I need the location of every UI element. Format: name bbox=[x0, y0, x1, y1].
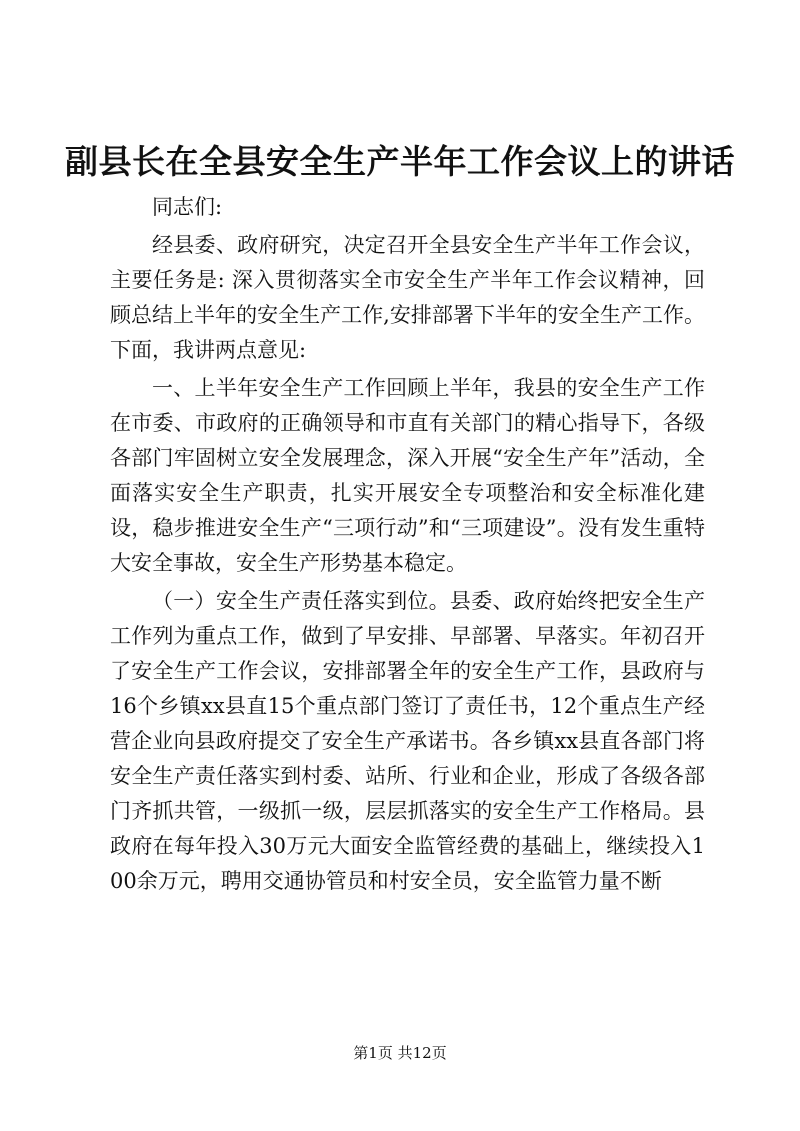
document-body bbox=[110, 190, 705, 899]
review-paragraph: 一、上半年安全生产工作回顾上半年，我县的安全生产工作在市委、市政府的正确领导和市直有关部门的精心指导下，各级各部门牢固树立安全发展理念，深入开展“安全生产年”活动，全面落实安全生产职责，扎实开展安全专项整治和安全标准化建设，稳步推进安全生产“三项行动”和“三项建设”。没有发生重特大安全事故，安全生产形势基本稳定。 bbox=[110, 376, 705, 575]
salutation-paragraph: 同志们: bbox=[152, 195, 223, 219]
page-number-footer: 第1页 共12页 bbox=[353, 1044, 447, 1062]
intro-paragraph: 经县委、政府研究，决定召开全县安全生产半年工作会议，主要任务是: 深入贯彻落实全市安全生产半年工作会议精神，回顾总结上半年的安全生产工作,安排部署下半年的安全生产工作。下面，我讲两点意见: bbox=[110, 233, 705, 362]
document-title: 副县长在全县安全生产半年工作会议上的讲话 bbox=[65, 142, 735, 181]
responsibility-paragraph: （一）安全生产责任落实到位。县委、政府始终把安全生产工作列为重点工作，做到了早安排、早部署、早落实。年初召开了安全生产工作会议，安排部署全年的安全生产工作，县政府与16个乡镇xx县直15个重点部门签订了责任书，12个重点生产经营企业向县政府提交了安全生产承诺书。各乡镇xx县直各部门将安全生产责任落实到村委、站所、行业和企业，形成了各级各部门齐抓共管，一级抓一级，层层抓落实的安全生产工作格局。县政府在每年投入30万元大面安全监管经费的基础上，继续投入100余万元，聘用交通协管员和村安全员，安全监管力量不断 bbox=[110, 589, 705, 893]
